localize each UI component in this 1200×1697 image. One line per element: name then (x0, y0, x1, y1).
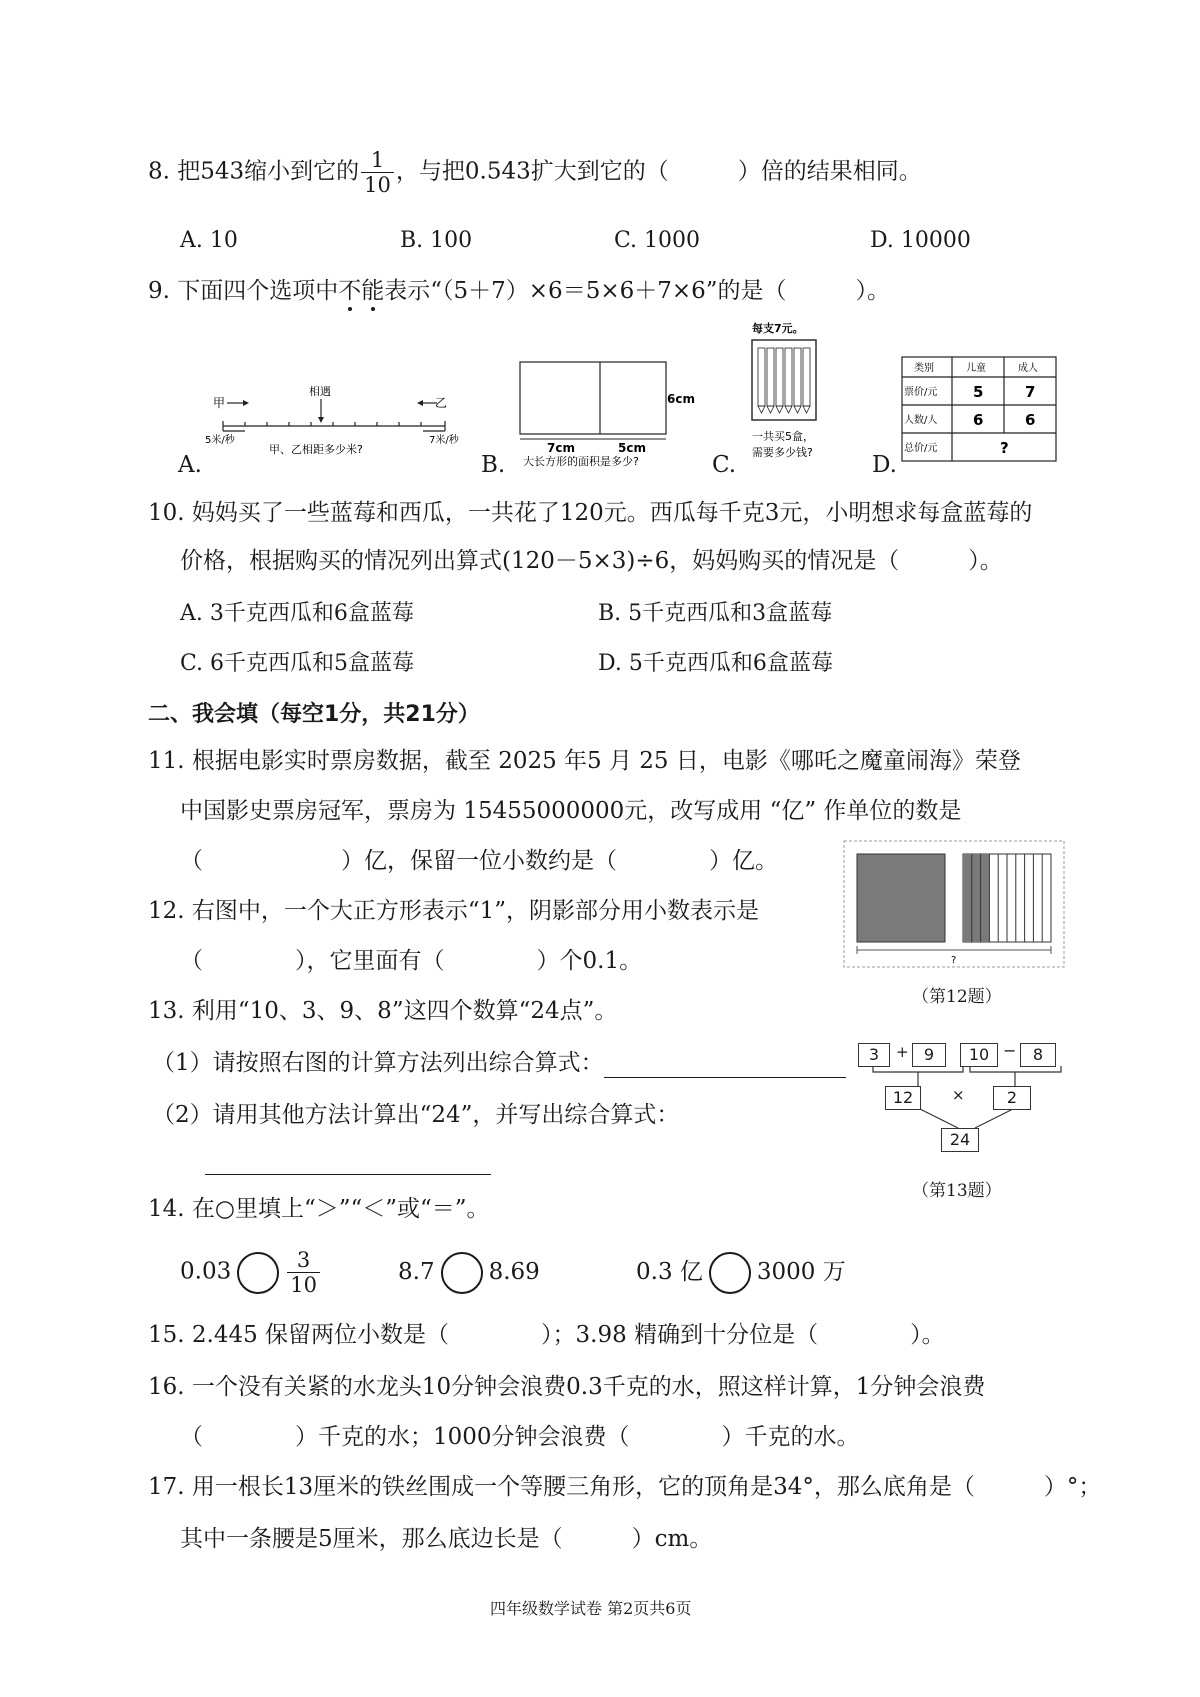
q8-text-post: ，与把0.543扩大到它的（ ）倍的结果相同。 (395, 158, 922, 185)
q9-option-b-letter[interactable]: B. (481, 452, 506, 478)
fig-a-speed-right: 7米/秒 (429, 435, 459, 446)
fig-d-row1-adult: 7 (1025, 383, 1036, 401)
fig-d-row3-label: 总价/元 (904, 443, 938, 454)
fig-d-row2-label: 人数/人 (904, 415, 938, 426)
fig-c-line1: 一共买5盒， (752, 430, 814, 443)
q9-figure-b-rectangle (515, 357, 695, 467)
fig-d-row2-child: 6 (973, 411, 984, 429)
q10-option-d[interactable]: D. 5千克西瓜和6盒蓝莓 (598, 651, 833, 676)
q8-option-c[interactable]: C. 1000 (614, 228, 701, 253)
fig-a-label-meet: 相遇 (309, 385, 331, 398)
q9-stem: 9. 下面四个选项中不能表示“（5＋7）×6＝5×6＋7×6”的是（ ）。 (148, 278, 891, 304)
q8-option-d[interactable]: D. 10000 (870, 228, 971, 253)
q14-compare-2: 8.7 8.69 (398, 1252, 540, 1294)
q14-circle-3[interactable] (709, 1252, 751, 1294)
fig-b-side: 6cm (667, 392, 695, 406)
q13-caption: （第13题） (912, 1181, 1002, 1201)
q12-line1: 12. 右图中，一个大正方形表示“1”，阴影部分用小数表示是 (148, 898, 760, 924)
section-2-title: 二、我会填（每空1分，共21分） (148, 702, 480, 727)
tree-node-9: 9 (912, 1043, 946, 1067)
q12-line2: （ ），它里面有（ ）个0.1。 (180, 948, 643, 974)
q13-answer-line-2[interactable] (205, 1148, 491, 1175)
q16-line1: 16. 一个没有关紧的水龙头10分钟会浪费0.3千克的水，照这样计算，1分钟会浪费 (148, 1374, 986, 1400)
q14-line: 14. 在○里填上“＞”“＜”或“＝”。 (148, 1196, 490, 1222)
q13-answer-line-1[interactable] (604, 1051, 846, 1078)
tree-node-24: 24 (941, 1128, 979, 1152)
q16-line2: （ ）千克的水；1000分钟会浪费（ ）千克的水。 (180, 1424, 860, 1450)
q9-option-c-letter[interactable]: C. (712, 452, 737, 478)
tree-op-times: × (952, 1086, 965, 1104)
fig-c-line2: 需要多少钱? (752, 446, 813, 459)
q14-compare-1: 0.03 $\frac{3}{10}$ (180, 1248, 322, 1297)
q9-option-d-letter[interactable]: D. (872, 452, 897, 478)
q9-option-a-letter[interactable]: A. (178, 452, 202, 478)
fig-b-question: 大长方形的面积是多少? (523, 455, 639, 467)
fig-d-row1-label: 票价/元 (904, 387, 938, 398)
page-footer: 四年级数学试卷 第2页共6页 (490, 1599, 692, 1618)
fig-d-header-child: 儿童 (966, 363, 986, 374)
q9-emphasis-neng: 能 (361, 278, 385, 304)
q8-fraction: $\frac{1}{10}$ (361, 148, 394, 197)
q9-emphasis-bu: 不 (338, 278, 362, 304)
fig-a-label-yi: 乙 (435, 396, 448, 410)
q14-circle-1[interactable] (237, 1252, 279, 1294)
fig-d-row2-adult: 6 (1025, 411, 1036, 429)
q10-option-b[interactable]: B. 5千克西瓜和3盒蓝莓 (598, 601, 833, 626)
tree-node-3: 3 (858, 1043, 890, 1067)
q12-figure-question-mark: ? (951, 955, 957, 966)
q13-part1: （1）请按照右图的计算方法列出综合算式： (152, 1048, 846, 1078)
q8-option-a[interactable]: A. 10 (180, 228, 238, 253)
q14-compare-3: 0.3 亿 3000 万 (636, 1252, 846, 1294)
q9-figure-d-table (900, 355, 1060, 465)
tree-node-10: 10 (960, 1043, 998, 1067)
q17-line2: 其中一条腰是5厘米，那么底边长是（ ）cm。 (180, 1526, 713, 1552)
fig-a-label-jia: 甲 (213, 396, 226, 410)
q9-figure-a-number-line (205, 385, 475, 465)
tree-node-2: 2 (993, 1086, 1031, 1110)
q8-option-b[interactable]: B. 100 (400, 228, 473, 253)
q11-line2: 中国影史票房冠军，票房为 15455000000元，改写成用 “亿” 作单位的数是 (180, 798, 962, 824)
fig-d-header-category: 类别 (914, 363, 934, 374)
fig-a-question: 甲、乙相距多少米? (269, 443, 363, 456)
tree-op-minus: − (1003, 1041, 1017, 1060)
q10-option-a[interactable]: A. 3千克西瓜和6盒蓝莓 (180, 601, 414, 626)
q14-circle-2[interactable] (441, 1252, 483, 1294)
fig-b-left-width: 7cm (547, 441, 575, 455)
q11-line3: （ ）亿，保留一位小数约是（ ）亿。 (180, 848, 778, 874)
q13-line1: 13. 利用“10、3、9、8”这四个数算“24点”。 (148, 998, 618, 1024)
tree-node-12: 12 (885, 1086, 921, 1110)
q15-line: 15. 2.445 保留两位小数是（ ）；3.98 精确到十分位是（ ）。 (148, 1322, 945, 1348)
q12-caption: （第12题） (912, 987, 1002, 1007)
q11-line1: 11. 根据电影实时票房数据，截至 2025 年5 月 25 日，电影《哪吒之魔童闹海》荣登 (148, 748, 1021, 774)
fig-d-row3-total: ? (1000, 439, 1009, 457)
tree-op-plus: + (896, 1043, 909, 1061)
q10-line1: 10. 妈妈买了一些蓝莓和西瓜，一共花了120元。西瓜每千克3元，小明想求每盒蓝莓的 (148, 500, 1033, 526)
q17-line1: 17. 用一根长13厘米的铁丝围成一个等腰三角形，它的顶角是34°，那么底角是（ ）°； (148, 1474, 1102, 1500)
fig-b-right-width: 5cm (618, 441, 646, 455)
fig-a-speed-left: 5米/秒 (205, 435, 235, 446)
q10-line2: 价格，根据购买的情况列出算式(120－5×3)÷6，妈妈购买的情况是（ ）。 (180, 548, 1003, 574)
q10-option-c[interactable]: C. 6千克西瓜和5盒蓝莓 (180, 651, 415, 676)
fig-d-header-adult: 成人 (1018, 363, 1038, 374)
q8-stem (148, 148, 922, 197)
q9-figure-c-pencil-box (738, 318, 848, 468)
q12-shaded-strips (963, 854, 989, 942)
q8-text-pre: 8. 把543缩小到它的 (148, 158, 360, 185)
q12-figure-squares (843, 840, 1065, 968)
fig-c-price: 每支7元。 (752, 322, 804, 335)
q13-part2: （2）请用其他方法计算出“24”，并写出综合算式： (152, 1102, 680, 1128)
tree-node-8: 8 (1020, 1043, 1056, 1067)
fig-d-row1-child: 5 (973, 383, 984, 401)
